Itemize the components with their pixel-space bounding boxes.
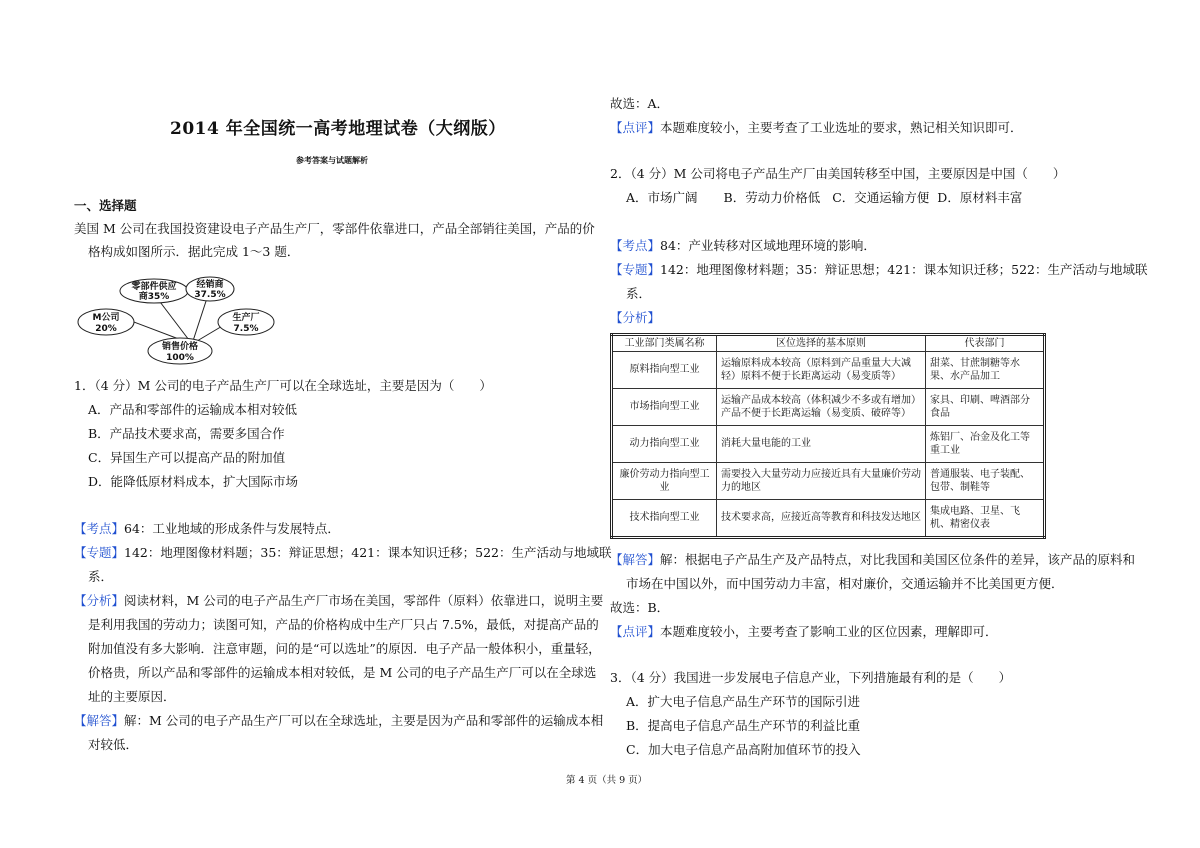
dianping-tag: 【点评】 bbox=[610, 120, 661, 135]
table-cell: 家具、印刷、啤酒部分食品 bbox=[926, 388, 1045, 425]
jieda-text: 解：根据电子产品生产及产品特点，对比我国和美国区位条件的差异，该产品的原料和 bbox=[660, 552, 1136, 567]
zhuanti-tag: 【专题】 bbox=[74, 545, 125, 560]
fenxi-tag: 【分析】 bbox=[74, 593, 125, 608]
table-cell: 消耗大量电能的工业 bbox=[717, 425, 926, 462]
q2-option-d: D．原材料丰富 bbox=[937, 190, 1023, 205]
node-label: 销售价格 bbox=[161, 342, 199, 352]
page-subtitle: 参考答案与试题解析 bbox=[296, 155, 368, 165]
section-heading: 一、选择题 bbox=[74, 198, 137, 213]
q2-zhuanti bbox=[610, 262, 1148, 278]
q3-stem: 3．（4 分）我国进一步发展电子信息产业，下列措施最有利的是（ ） bbox=[610, 670, 1012, 685]
table-header-cell: 代表部门 bbox=[926, 335, 1045, 352]
zhuanti-text: 142：地理图像材料题；35：辩证思想；421：课本知识迁移；522：生产活动与地域联 bbox=[124, 545, 612, 560]
zhuanti-tag: 【专题】 bbox=[610, 262, 661, 277]
q2-kaodian bbox=[610, 238, 876, 254]
q1-option-d: D．能降低原材料成本，扩大国际市场 bbox=[88, 474, 299, 489]
q2-option-a: A．市场广阔 bbox=[626, 190, 698, 205]
table-cell: 动力指向型工业 bbox=[612, 425, 717, 462]
q1-zhuanti-cont: 系． bbox=[88, 569, 114, 584]
table-cell: 技术指向型工业 bbox=[612, 499, 717, 537]
table-row bbox=[612, 462, 1045, 499]
q1-zhuanti bbox=[74, 545, 612, 561]
price-composition-diagram bbox=[74, 272, 284, 367]
q2-fenxi-tag: 【分析】 bbox=[610, 310, 661, 325]
table-cell: 运输原料成本较高（原料到产品重量大大减轻）原料不便于长距离运动（易变质等） bbox=[717, 352, 926, 389]
zhuanti-text: 142：地理图像材料题；35：辩证思想；421：课本知识迁移；522：生产活动与地域联 bbox=[660, 262, 1148, 277]
q3-option-a: A．扩大电子信息产品生产环节的国际引进 bbox=[626, 694, 861, 709]
jieda-text: 解：M 公司的电子产品生产厂可以在全球选址，主要是因为产品和零部件的运输成本相 bbox=[124, 713, 604, 728]
table-cell: 技术要求高，应接近高等教育和科技发达地区 bbox=[717, 499, 926, 537]
kaodian-text: 64：工业地域的形成条件与发展特点． bbox=[124, 521, 340, 536]
q2-answer: 故选：B． bbox=[610, 600, 670, 615]
node-value: 100% bbox=[166, 353, 194, 363]
q2-jieda bbox=[610, 552, 1135, 568]
node-label: 生产厂 bbox=[232, 313, 260, 323]
table-cell: 市场指向型工业 bbox=[612, 388, 717, 425]
table-cell: 需要投入大量劳动力应接近具有大量廉价劳动力的地区 bbox=[717, 462, 926, 499]
kaodian-tag: 【考点】 bbox=[610, 238, 661, 253]
table-header-cell: 工业部门类属名称 bbox=[612, 335, 717, 352]
table-cell: 廉价劳动力指向型工业 bbox=[612, 462, 717, 499]
q1-fenxi-line-2: 是利用我国的劳动力；读图可知，产品的价格构成中生产厂只占 7.5%，最低，对提高产品的 bbox=[88, 617, 599, 632]
table-cell: 普通服装、电子装配、包带、制鞋等 bbox=[926, 462, 1045, 499]
intro-line-2: 格构成如图所示．据此完成 1～3 题． bbox=[88, 244, 300, 259]
q3-option-b: B．提高电子信息产品生产环节的利益比重 bbox=[626, 718, 861, 733]
q2-option-b: B．劳动力价格低 bbox=[723, 190, 821, 205]
table-cell: 原料指向型工业 bbox=[612, 352, 717, 389]
table-cell: 集成电路、卫星、飞机、精密仪表 bbox=[926, 499, 1045, 537]
table-row bbox=[612, 425, 1045, 462]
table-cell: 运输产品成本较高（体积减少不多或有增加）产品不便于长距离运输（易变质、破碎等） bbox=[717, 388, 926, 425]
q1-dianping bbox=[610, 120, 1023, 136]
q1-stem: 1．（4 分）M 公司的电子产品生产厂可以在全球选址，主要是因为（ ） bbox=[74, 378, 492, 393]
table-row bbox=[612, 499, 1045, 537]
q2-dianping bbox=[610, 624, 998, 640]
q1-fenxi-line-4: 价格贵，所以产品和零部件的运输成本相对较低，是 M 公司的电子产品生产厂可以在全球选 bbox=[88, 665, 597, 680]
page-footer: 第 4 页（共 9 页） bbox=[566, 775, 648, 786]
location-principles-table bbox=[610, 333, 1046, 539]
dianping-tag: 【点评】 bbox=[610, 624, 661, 639]
node-value: 商35% bbox=[138, 292, 170, 302]
fenxi-text: 阅读材料，M 公司的电子产品生产厂市场在美国，零部件（原料）依靠进口，说明主要 bbox=[124, 593, 604, 608]
q2-jieda-cont: 市场在中国以外，而中国劳动力丰富，相对廉价，交通运输并不比美国更方便． bbox=[626, 576, 1064, 591]
dianping-text: 本题难度较小，主要考查了影响工业的区位因素，理解即可． bbox=[660, 624, 998, 639]
table-header-row bbox=[612, 335, 1045, 352]
node-label: 经销商 bbox=[196, 280, 224, 290]
page-title: 2014 年全国统一高考地理试卷（大纲版） bbox=[170, 119, 506, 139]
table-cell: 炼铝厂、冶金及化工等重工业 bbox=[926, 425, 1045, 462]
table-row bbox=[612, 388, 1045, 425]
q1-fenxi bbox=[74, 593, 603, 609]
q1-option-a: A．产品和零部件的运输成本相对较低 bbox=[88, 402, 298, 417]
node-value: 7.5% bbox=[233, 324, 259, 334]
jieda-tag: 【解答】 bbox=[610, 552, 661, 567]
q1-jieda-cont: 对较低． bbox=[88, 737, 139, 752]
table-header-cell: 区位选择的基本原则 bbox=[717, 335, 926, 352]
node-value: 37.5% bbox=[194, 290, 226, 300]
q1-option-b: B．产品技术要求高，需要多国合作 bbox=[88, 426, 285, 441]
q1-kaodian bbox=[74, 521, 340, 537]
node-value: 20% bbox=[95, 324, 117, 334]
q2-stem: 2．（4 分）M 公司将电子产品生产厂由美国转移至中国，主要原因是中国（ ） bbox=[610, 166, 1066, 181]
q2-zhuanti-cont: 系． bbox=[626, 286, 652, 301]
q1-fenxi-line-5: 址的主要原因． bbox=[88, 689, 176, 704]
q1-fenxi-line-3: 附加值没有多大影响．注意审题，问的是“可以选址”的原因．电子产品一般体积小，重量轻， bbox=[88, 641, 601, 656]
table-row bbox=[612, 352, 1045, 389]
kaodian-text: 84：产业转移对区域地理环境的影响． bbox=[660, 238, 876, 253]
intro-line-1: 美国 M 公司在我国投资建设电子产品生产厂，零部件依靠进口，产品全部销往美国，产品的价 bbox=[74, 221, 595, 236]
q2-options bbox=[626, 190, 1022, 206]
dianping-text: 本题难度较小，主要考查了工业选址的要求，熟记相关知识即可． bbox=[660, 120, 1023, 135]
jieda-tag: 【解答】 bbox=[74, 713, 125, 728]
node-label: M公司 bbox=[92, 313, 120, 323]
q1-jieda bbox=[74, 713, 603, 729]
table-cell: 甜菜、甘蔗制糖等水果、水产品加工 bbox=[926, 352, 1045, 389]
q1-option-c: C．异国生产可以提高产品的附加值 bbox=[88, 450, 286, 465]
q1-answer: 故选：A． bbox=[610, 96, 670, 111]
node-label: 零部件供应 bbox=[131, 282, 177, 292]
q3-option-c: C．加大电子信息产品高附加值环节的投入 bbox=[626, 742, 861, 757]
kaodian-tag: 【考点】 bbox=[74, 521, 125, 536]
q2-option-c: C．交通运输方便 bbox=[832, 190, 930, 205]
